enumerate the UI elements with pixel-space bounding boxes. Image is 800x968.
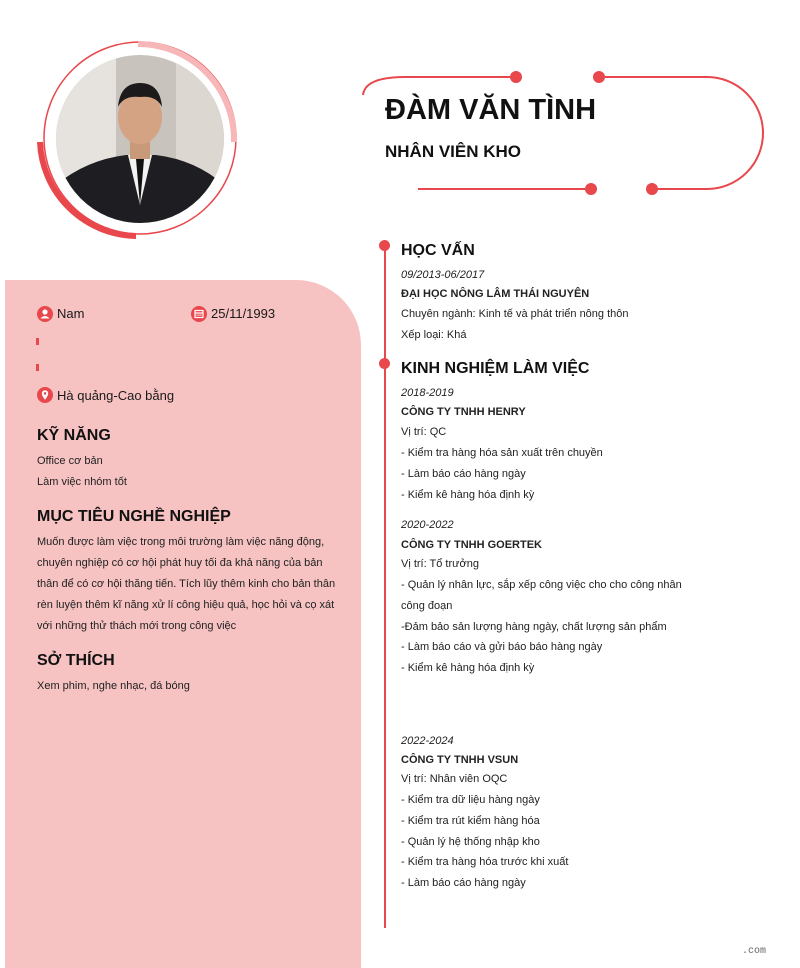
job-duty: - Kiểm tra hàng hóa trước khi xuất	[401, 856, 569, 868]
job-duty: - Kiểm kê hàng hóa định kỳ	[401, 489, 535, 501]
job-duty: - Quản lý hệ thống nhập kho	[401, 836, 540, 848]
timeline-line	[384, 246, 386, 928]
job-company: CÔNG TY TNHH HENRY	[401, 406, 526, 418]
avatar	[56, 55, 224, 223]
job-role: Vị trí: Nhân viên OQC	[401, 773, 508, 785]
objective-line: rèn luyện thêm kĩ năng xử lí công hiệu quả, học hỏi và cọ xát	[37, 599, 335, 611]
job-role: Vị trí: QC	[401, 426, 447, 438]
gender-value: Nam	[57, 306, 85, 321]
header-frame-decoration	[355, 65, 775, 205]
job-duty: - Làm báo cáo hàng ngày	[401, 468, 526, 480]
skills-heading: KỸ NĂNG	[37, 427, 111, 444]
full-name: ĐÀM VĂN TÌNH	[385, 94, 597, 126]
hobbies-heading: SỞ THÍCH	[37, 652, 115, 669]
job-period: 2018-2019	[401, 387, 454, 399]
job-duty: công đoạn	[401, 600, 453, 612]
experience-heading: KINH NGHIỆM LÀM VIỆC	[401, 360, 590, 377]
phone-placeholder-marker	[36, 338, 39, 345]
objective-line: thân để có cơ hội thăng tiến. Tích lũy thêm kinh cho bản thân	[37, 578, 336, 590]
calendar-icon	[191, 306, 207, 322]
location-pin-icon	[37, 387, 53, 403]
job-duty: - Quản lý nhân lực, sắp xếp công việc cho cho công nhân	[401, 579, 682, 591]
job-period: 2022-2024	[401, 735, 454, 747]
job-role: Vị trí: Tổ trưởng	[401, 558, 479, 570]
timeline-dot-education	[379, 240, 390, 251]
email-placeholder-marker	[36, 364, 39, 371]
timeline-dot-experience	[379, 358, 390, 369]
job-duty: - Kiểm tra hàng hóa sản xuất trên chuyền	[401, 447, 603, 459]
education-date: 09/2013-06/2017	[401, 269, 485, 281]
education-school: ĐẠI HỌC NÔNG LÂM THÁI NGUYÊN	[401, 288, 590, 300]
job-duty: - Làm báo cáo và gửi báo báo hàng ngày	[401, 641, 603, 653]
objective-heading: MỤC TIÊU NGHỀ NGHIỆP	[37, 508, 231, 525]
objective-line: chuyên nghiệp có cơ hội phát huy tối đa khả năng của bản	[37, 557, 323, 569]
job-title: NHÂN VIÊN KHO	[385, 142, 522, 161]
job-duty: - Kiểm kê hàng hóa định kỳ	[401, 662, 535, 674]
job-period: 2020-2022	[401, 519, 454, 531]
job-company: CÔNG TY TNHH GOERTEK	[401, 539, 542, 551]
job-duty: - Làm báo cáo hàng ngày	[401, 877, 526, 889]
address-value: Hà quảng-Cao bằng	[57, 388, 175, 403]
job-duty: -Đảm bảo sản lượng hàng ngày, chất lượng sản phẩm	[401, 621, 667, 633]
skill-item: Làm việc nhóm tốt	[37, 476, 127, 488]
job-duty: - Kiểm tra rút kiểm hàng hóa	[401, 815, 540, 827]
person-icon	[37, 306, 53, 322]
hobbies-text: Xem phim, nghe nhạc, đá bóng	[37, 680, 190, 692]
skill-item: Office cơ bản	[37, 455, 103, 467]
education-heading: HỌC VẤN	[401, 242, 475, 259]
job-duty: - Kiểm tra dữ liệu hàng ngày	[401, 794, 540, 806]
objective-line: với những thử thách mới trong công việc	[37, 620, 237, 632]
footer-watermark: .com	[742, 946, 767, 957]
education-rank: Xếp loại: Khá	[401, 329, 467, 341]
birthdate-value: 25/11/1993	[211, 306, 276, 321]
education-major: Chuyên ngành: Kinh tế và phát triển nông thôn	[401, 308, 629, 320]
job-company: CÔNG TY TNHH VSUN	[401, 754, 519, 766]
objective-line: Muốn được làm việc trong môi trường làm việc năng động,	[37, 536, 325, 548]
